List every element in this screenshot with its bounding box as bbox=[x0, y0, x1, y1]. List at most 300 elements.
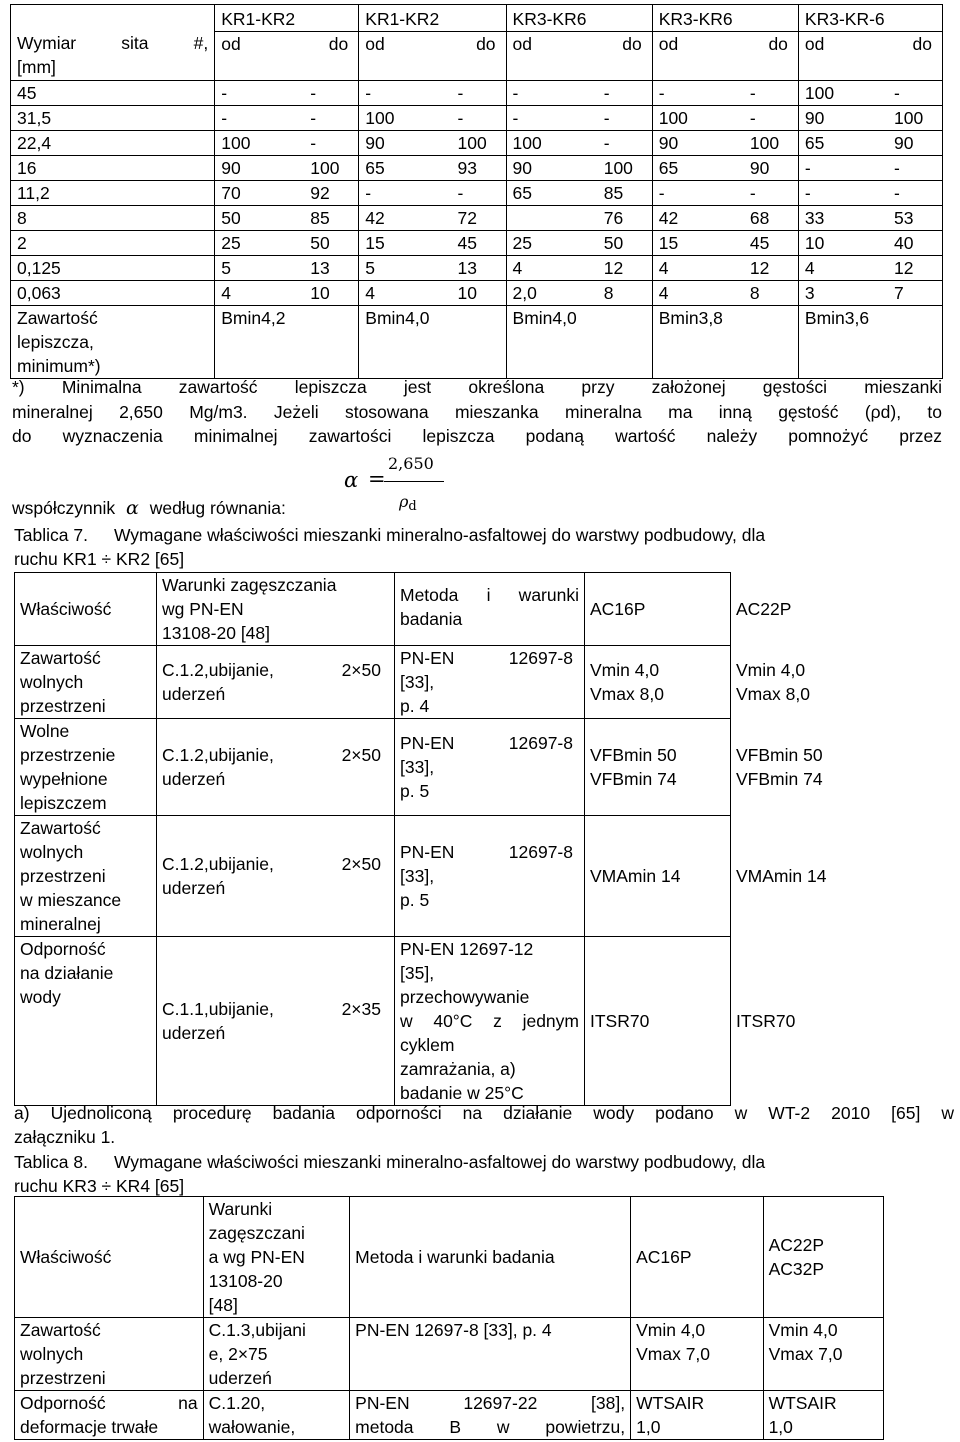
alpha-symbol: α bbox=[344, 468, 359, 492]
property-line: wody bbox=[20, 987, 61, 1007]
method-cell bbox=[395, 937, 585, 1106]
ac16-value: Vmin 4,0 bbox=[636, 1320, 706, 1340]
ac16-cell bbox=[585, 646, 731, 719]
conditions-method: C.1.2,ubijanie, bbox=[162, 745, 274, 765]
ac22-value: VFBmin 74 bbox=[736, 769, 823, 789]
passing-min: 15 bbox=[365, 233, 385, 253]
method-num: 12697-8 bbox=[508, 842, 573, 862]
passing-min: 90 bbox=[365, 133, 385, 153]
pair bbox=[513, 181, 646, 205]
pair bbox=[221, 106, 352, 130]
pair bbox=[805, 106, 936, 130]
property-line: przestrzenie bbox=[20, 745, 116, 765]
sieve-size: 8 bbox=[11, 206, 215, 231]
passing-min: - bbox=[804, 183, 811, 203]
method-line bbox=[400, 840, 579, 864]
pair bbox=[513, 81, 646, 105]
passing-max: - bbox=[457, 108, 464, 128]
grading-cell bbox=[359, 156, 506, 181]
passing-min: 42 bbox=[658, 208, 679, 228]
table-row bbox=[11, 106, 943, 131]
binder-value: Bmin4,0 bbox=[506, 306, 652, 379]
sieve-size-header: Wymiar sita #, [mm] bbox=[11, 5, 215, 81]
passing-max: 72 bbox=[457, 208, 477, 228]
pair bbox=[659, 231, 792, 255]
sieve-size: 16 bbox=[11, 156, 215, 181]
property-cell bbox=[15, 719, 157, 816]
pair bbox=[221, 131, 352, 155]
passing-max: - bbox=[457, 83, 464, 103]
method-std: PN-EN bbox=[400, 733, 455, 753]
pair bbox=[659, 131, 792, 155]
table7-caption: Tablica 7. Wymagane właściwości mieszanki mineralno-asfaltowej do warstwy podbudowy, dla ruchu KR1 ÷ KR2 [65] bbox=[14, 525, 766, 569]
passing-max: - bbox=[749, 83, 756, 103]
grading-cell bbox=[506, 156, 652, 181]
rho-symbol: ρd bbox=[399, 492, 417, 514]
binder-value: Bmin4,2 bbox=[215, 306, 359, 379]
grading-cell bbox=[652, 181, 798, 206]
conditions-cell bbox=[157, 816, 395, 937]
passing-max: 100 bbox=[749, 133, 780, 153]
ac16-value: VFBmin 74 bbox=[590, 769, 677, 789]
pair bbox=[659, 206, 792, 230]
grading-cell bbox=[215, 81, 359, 106]
group-header: KR3-KR6 bbox=[506, 5, 652, 32]
method-line: cyklem bbox=[400, 1035, 455, 1055]
property-line: wolnych bbox=[20, 672, 84, 692]
property-line: Zawartość bbox=[20, 648, 101, 668]
conditions-method: C.1.2,ubijanie, bbox=[162, 660, 274, 680]
conditions-line bbox=[162, 852, 389, 876]
grading-cell bbox=[652, 131, 798, 156]
property-cell bbox=[15, 646, 157, 719]
passing-min: 15 bbox=[658, 233, 679, 253]
passing-max: 93 bbox=[457, 158, 477, 178]
ac22-value: Vmin 4,0 bbox=[768, 1320, 838, 1340]
grading-cell bbox=[798, 256, 942, 281]
passing-max: - bbox=[749, 183, 756, 203]
grading-cell bbox=[215, 131, 359, 156]
grading-cell bbox=[359, 81, 506, 106]
grading-cell bbox=[798, 106, 942, 131]
passing-max: 90 bbox=[749, 158, 770, 178]
method-line bbox=[400, 646, 579, 670]
grading-cell bbox=[506, 206, 652, 231]
sieve-size: 22,4 bbox=[11, 131, 215, 156]
pair bbox=[805, 231, 936, 255]
pair bbox=[805, 156, 936, 180]
group-header: KR1-KR2 bbox=[215, 5, 359, 32]
passing-min: 4 bbox=[512, 258, 523, 278]
grading-cell bbox=[652, 156, 798, 181]
passing-min: - bbox=[221, 83, 228, 103]
binder-value: Bmin3,8 bbox=[652, 306, 798, 379]
pair bbox=[513, 206, 646, 230]
method-cell bbox=[395, 646, 585, 719]
sieve-size: 45 bbox=[11, 81, 215, 106]
grading-cell bbox=[652, 256, 798, 281]
grading-cell bbox=[215, 156, 359, 181]
property-line: przestrzeni bbox=[20, 1368, 106, 1388]
col-property-header: Właściwość bbox=[15, 573, 157, 646]
passing-min: 100 bbox=[804, 83, 835, 103]
pair bbox=[659, 256, 792, 280]
table8 bbox=[14, 1196, 884, 1440]
property-line: wolnych bbox=[20, 842, 84, 862]
property-line: Wolne bbox=[20, 721, 70, 741]
col-ac16-header: AC16P bbox=[585, 573, 731, 646]
pair bbox=[659, 281, 792, 305]
conditions-line: e, 2×75 bbox=[208, 1344, 268, 1364]
ac22-cell bbox=[731, 719, 823, 816]
conditions-cell bbox=[157, 646, 395, 719]
method-line: p. 5 bbox=[400, 890, 430, 910]
property-cell bbox=[15, 1391, 204, 1440]
pair bbox=[513, 256, 646, 280]
passing-max: 45 bbox=[457, 233, 477, 253]
passing-min: 65 bbox=[804, 133, 825, 153]
passing-max: 53 bbox=[894, 208, 914, 228]
method-num: 12697-8 bbox=[508, 648, 573, 668]
od-do-header: od do bbox=[652, 32, 798, 81]
sieve-size: 31,5 bbox=[11, 106, 215, 131]
property-line: Odporność bbox=[20, 939, 106, 959]
method-cell bbox=[395, 816, 585, 937]
table-row bbox=[11, 206, 943, 231]
passing-min: 100 bbox=[512, 133, 542, 153]
passing-min: 4 bbox=[658, 258, 669, 278]
grading-cell bbox=[215, 181, 359, 206]
grading-cell bbox=[215, 256, 359, 281]
ac22-value: Vmax 7,0 bbox=[768, 1344, 843, 1364]
passing-max: 7 bbox=[894, 283, 904, 303]
conditions-line: wałowanie, bbox=[208, 1417, 296, 1437]
passing-min: - bbox=[512, 83, 519, 103]
conditions-cell bbox=[157, 719, 395, 816]
passing-min: 100 bbox=[365, 108, 395, 128]
grading-cell bbox=[798, 81, 942, 106]
pair bbox=[659, 81, 792, 105]
property-line: wolnych bbox=[20, 1344, 84, 1364]
conditions-line: uderzeń bbox=[162, 878, 226, 898]
passing-min: 10 bbox=[804, 233, 825, 253]
method-cell bbox=[350, 1391, 631, 1440]
grading-cell bbox=[506, 231, 652, 256]
ac22-value: Vmin 4,0 bbox=[736, 660, 806, 680]
method-line: [35], bbox=[400, 963, 435, 983]
property-cell bbox=[15, 816, 157, 937]
property-cell bbox=[15, 937, 157, 1106]
table-row bbox=[15, 646, 795, 719]
passing-max: - bbox=[603, 108, 610, 128]
passing-min: 3 bbox=[804, 283, 815, 303]
grading-cell bbox=[652, 281, 798, 306]
ac16-value: ITSR70 bbox=[590, 1011, 650, 1031]
group-header: KR1-KR2 bbox=[359, 5, 506, 32]
pair bbox=[221, 156, 352, 180]
property-line: na działanie bbox=[20, 963, 114, 983]
grading-cell bbox=[798, 181, 942, 206]
grading-cell bbox=[215, 231, 359, 256]
grading-cell bbox=[215, 281, 359, 306]
ac16-value: WTSAIR bbox=[636, 1393, 705, 1413]
ac16-value: VFBmin 50 bbox=[590, 745, 677, 765]
pair bbox=[365, 106, 499, 130]
ac16-cell bbox=[631, 1391, 763, 1440]
passing-min: - bbox=[804, 158, 811, 178]
ac22-value: 1,0 bbox=[768, 1417, 793, 1437]
pair bbox=[365, 181, 499, 205]
col-ac22-header: AC22P bbox=[736, 599, 792, 619]
passing-max: 85 bbox=[603, 183, 624, 203]
pair bbox=[513, 231, 646, 255]
method-line: [33], bbox=[400, 757, 435, 777]
od-do-header: od do bbox=[215, 32, 359, 81]
pair bbox=[513, 106, 646, 130]
conditions-blows: 2×35 bbox=[341, 999, 381, 1019]
passing-max: 12 bbox=[894, 258, 914, 278]
col-property-header: Właściwość bbox=[15, 1197, 204, 1318]
group-header: KR3-KR-6 bbox=[798, 5, 942, 32]
grading-cell bbox=[359, 281, 506, 306]
conditions-line bbox=[162, 997, 389, 1021]
conditions-cell bbox=[203, 1318, 350, 1391]
pair bbox=[221, 206, 352, 230]
grading-cell bbox=[506, 181, 652, 206]
conditions-line: uderzeń bbox=[208, 1368, 272, 1388]
passing-max: 13 bbox=[457, 258, 477, 278]
passing-max: - bbox=[310, 108, 317, 128]
table7 bbox=[14, 572, 827, 1106]
grading-cell bbox=[506, 131, 652, 156]
conditions-line: uderzeń bbox=[162, 1023, 226, 1043]
method-line: PN-EN 12697-12 bbox=[400, 939, 534, 959]
table-row bbox=[15, 816, 795, 937]
passing-max: 100 bbox=[310, 158, 340, 178]
col-conditions-header: Warunki zagęszczani a wg PN-EN 13108-20 [48] bbox=[203, 1197, 350, 1318]
passing-min: 25 bbox=[512, 233, 532, 253]
grading-cell bbox=[359, 131, 506, 156]
method-line: [33], bbox=[400, 672, 435, 692]
grading-cell bbox=[359, 181, 506, 206]
pair bbox=[221, 281, 352, 305]
passing-min: - bbox=[658, 83, 665, 103]
fraction-bar bbox=[384, 481, 444, 482]
method-num: 12697-8 bbox=[508, 733, 573, 753]
binder-value: Bmin3,6 bbox=[798, 306, 942, 379]
grading-cell bbox=[215, 206, 359, 231]
passing-max: 13 bbox=[310, 258, 330, 278]
conditions-blows: 2×50 bbox=[341, 660, 381, 680]
passing-max: 68 bbox=[749, 208, 770, 228]
passing-min: - bbox=[512, 108, 519, 128]
passing-min: - bbox=[658, 183, 665, 203]
table-row bbox=[11, 256, 943, 281]
passing-min: 90 bbox=[221, 158, 241, 178]
passing-min: 100 bbox=[658, 108, 688, 128]
property-line: wypełnione bbox=[20, 769, 108, 789]
ac16-cell bbox=[585, 937, 731, 1106]
table-row bbox=[11, 131, 943, 156]
passing-max: - bbox=[749, 108, 756, 128]
passing-min: - bbox=[365, 83, 372, 103]
table-row bbox=[11, 81, 943, 106]
table-row bbox=[15, 719, 795, 816]
binder-note: *) Minimalna zawartość lepiszcza jest określona przy założonej gęstości mieszanki mineralnej 2,650 Mg/m3. Jeżeli stosowana mieszanka mineralna ma inną gęstość (ρd), to do wyznaczenia minimalnej zawartości lepiszcza podaną wartość należy pomnożyć przez bbox=[12, 377, 942, 446]
grading-cell bbox=[798, 156, 942, 181]
property-cell bbox=[15, 1318, 204, 1391]
sieve-size: 0,063 bbox=[11, 281, 215, 306]
equals-sign: = bbox=[368, 467, 386, 491]
grading-cell bbox=[652, 81, 798, 106]
table-row bbox=[11, 181, 943, 206]
passing-min: 100 bbox=[221, 133, 251, 153]
col-conditions-header: Warunki zagęszczania wg PN-EN 13108-20 [48] bbox=[157, 573, 395, 646]
ac22-cell bbox=[731, 937, 795, 1106]
grading-cell bbox=[652, 206, 798, 231]
grading-cell bbox=[359, 106, 506, 131]
method-std: PN-EN bbox=[400, 842, 455, 862]
conditions-line: C.1.3,ubijani bbox=[208, 1320, 306, 1340]
method-line: [33], bbox=[400, 866, 435, 886]
passing-max: - bbox=[603, 83, 610, 103]
grading-table bbox=[10, 4, 943, 379]
col-ac22-header: AC22P AC32P bbox=[763, 1197, 883, 1318]
grading-cell bbox=[652, 106, 798, 131]
property-line: Zawartość bbox=[20, 1320, 101, 1340]
pair bbox=[659, 156, 792, 180]
passing-max: - bbox=[894, 158, 900, 178]
pair bbox=[221, 231, 352, 255]
passing-max: 50 bbox=[310, 233, 330, 253]
passing-max: 76 bbox=[603, 208, 624, 228]
passing-min: 65 bbox=[365, 158, 385, 178]
method-line: metoda B w powietrzu, bbox=[355, 1417, 626, 1437]
grading-cell bbox=[798, 131, 942, 156]
property-line: Zawartość bbox=[20, 818, 101, 838]
ac16-value: Vmax 8,0 bbox=[590, 684, 664, 704]
grading-cell bbox=[506, 81, 652, 106]
method-line: przechowywanie bbox=[400, 987, 530, 1007]
passing-min: - bbox=[221, 108, 228, 128]
ac16-cell bbox=[585, 816, 731, 937]
sieve-size: 0,125 bbox=[11, 256, 215, 281]
pair bbox=[221, 256, 352, 280]
pair bbox=[365, 206, 499, 230]
table-row bbox=[15, 1318, 884, 1391]
grading-cell bbox=[506, 106, 652, 131]
binder-content-label: Zawartość lepiszcza, minimum*) bbox=[11, 306, 215, 379]
ac22-cell bbox=[731, 816, 827, 937]
pair bbox=[513, 131, 646, 155]
passing-max: 12 bbox=[603, 258, 624, 278]
passing-min: 4 bbox=[365, 283, 375, 303]
passing-max: 8 bbox=[749, 283, 760, 303]
ac16-value: Vmin 4,0 bbox=[590, 660, 660, 680]
passing-max: 100 bbox=[603, 158, 633, 178]
passing-min: 5 bbox=[221, 258, 231, 278]
passing-min: 4 bbox=[658, 283, 669, 303]
conditions-line: C.1.20, bbox=[208, 1393, 266, 1413]
conditions-line bbox=[162, 743, 389, 767]
grading-cell bbox=[652, 231, 798, 256]
method-line: PN-EN 12697-22 [38], bbox=[355, 1393, 626, 1413]
ac22-cell bbox=[763, 1391, 883, 1440]
ac22-value: WTSAIR bbox=[768, 1393, 837, 1413]
passing-max: - bbox=[310, 133, 317, 153]
grading-cell bbox=[798, 281, 942, 306]
passing-min: 5 bbox=[365, 258, 375, 278]
passing-max: - bbox=[894, 183, 900, 203]
property-line: deformacje trwałe bbox=[20, 1417, 159, 1437]
table-row bbox=[15, 937, 795, 1106]
pair bbox=[513, 281, 646, 305]
method-line bbox=[400, 731, 579, 755]
ac22-cell bbox=[731, 646, 810, 719]
passing-max: 50 bbox=[603, 233, 624, 253]
pair bbox=[221, 181, 352, 205]
conditions-line: uderzeń bbox=[162, 684, 226, 704]
conditions-blows: 2×50 bbox=[341, 745, 381, 765]
passing-max: 12 bbox=[749, 258, 770, 278]
conditions-method: C.1.2,ubijanie, bbox=[162, 854, 274, 874]
passing-max: - bbox=[894, 83, 900, 103]
passing-max: 40 bbox=[894, 233, 914, 253]
od-do-header: od do bbox=[798, 32, 942, 81]
property-line: mineralnej bbox=[20, 914, 101, 934]
pair bbox=[221, 81, 352, 105]
passing-min: 65 bbox=[658, 158, 679, 178]
grading-cell bbox=[798, 231, 942, 256]
ac22-value: ITSR70 bbox=[736, 1011, 796, 1031]
footnote-a: a) Ujednoliconą procedurę badania odporności na działanie wody podano w WT-2 2010 [65] w załączniku 1. bbox=[14, 1103, 954, 1147]
pair bbox=[805, 256, 936, 280]
grading-cell bbox=[215, 106, 359, 131]
passing-max: 92 bbox=[310, 183, 330, 203]
method-cell bbox=[350, 1318, 631, 1391]
pair bbox=[805, 131, 936, 155]
od-do-header: od do bbox=[359, 32, 506, 81]
pair bbox=[659, 181, 792, 205]
ac16-value: 1,0 bbox=[636, 1417, 661, 1437]
passing-max: 100 bbox=[894, 108, 924, 128]
grading-cell bbox=[798, 206, 942, 231]
pair bbox=[365, 81, 499, 105]
table-row bbox=[11, 231, 943, 256]
formula-numerator: 2,650 bbox=[388, 454, 434, 473]
table-row bbox=[11, 156, 943, 181]
property-line: w mieszance bbox=[20, 890, 122, 910]
pair bbox=[805, 81, 936, 105]
property-line: lepiszczem bbox=[20, 793, 107, 813]
method-line: p. 5 bbox=[400, 781, 430, 801]
binder-value: Bmin4,0 bbox=[359, 306, 506, 379]
pair bbox=[513, 156, 646, 180]
passing-min: 90 bbox=[804, 108, 825, 128]
ac16-value: Vmax 7,0 bbox=[636, 1344, 711, 1364]
passing-min: 42 bbox=[365, 208, 385, 228]
col-method-header: Metoda i warunki badania bbox=[350, 1197, 631, 1318]
passing-max: 8 bbox=[603, 283, 614, 303]
passing-min: 70 bbox=[221, 183, 241, 203]
ac22-cell bbox=[763, 1318, 883, 1391]
coefficient-line: współczynnik α według równania: bbox=[12, 497, 286, 519]
passing-min: 50 bbox=[221, 208, 241, 228]
passing-min: 25 bbox=[221, 233, 241, 253]
pair bbox=[805, 181, 936, 205]
passing-max: - bbox=[457, 183, 464, 203]
grading-cell bbox=[506, 281, 652, 306]
